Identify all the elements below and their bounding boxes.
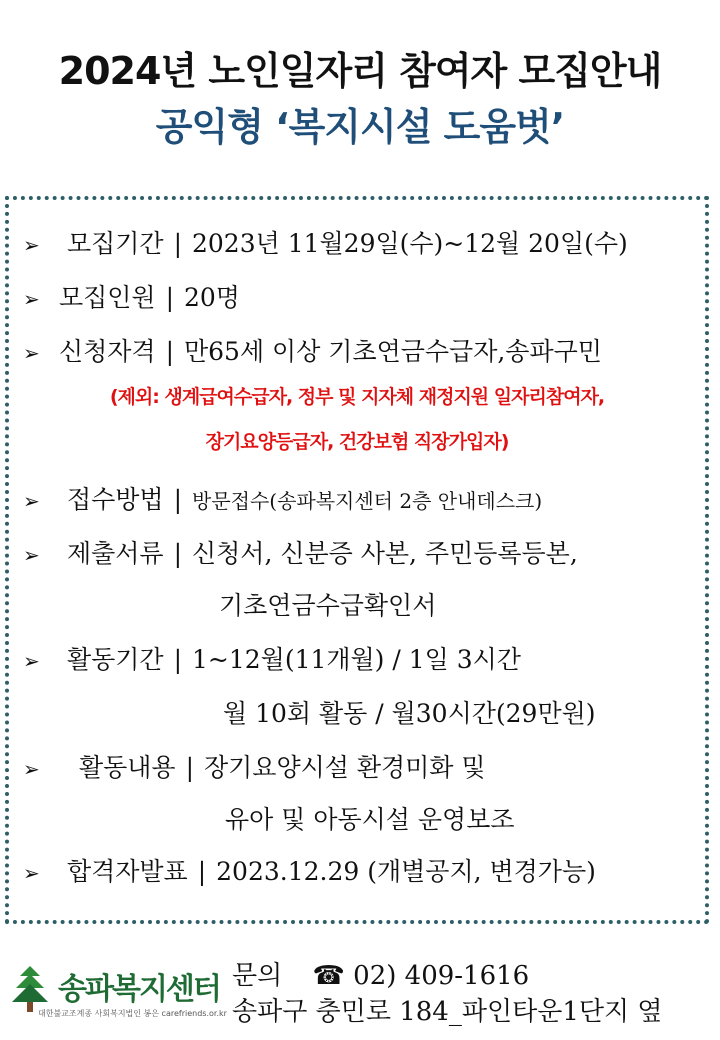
item-separator: | <box>173 485 182 514</box>
item-activity-period <box>9 640 521 676</box>
item-label: 활동내용 <box>78 753 176 782</box>
item-separator: | <box>173 539 182 568</box>
title-line-1: 2024년 노인일자리 참여자 모집안내 <box>58 49 662 93</box>
logo-text: 송파복지센터 <box>58 972 220 1007</box>
item-value: 1~12월(11개월) / 1일 3시간 <box>192 645 521 674</box>
item-value: 2023년 11월29일(수)~12월 20일(수) <box>192 229 628 258</box>
phone-number: 02) 409-1616 <box>353 961 530 991</box>
center-logo <box>8 962 230 1024</box>
exclusion-line-1: (제외: 생계급여수급자, 정부 및 지자체 재정지원 일자리참여자, <box>109 386 605 408</box>
arrow-bullet-icon: ➢ <box>23 543 40 567</box>
item-announcement <box>9 852 596 888</box>
item-value: 장기요양시설 환경미화 및 <box>204 753 486 782</box>
item-separator: | <box>197 857 207 886</box>
arrow-bullet-icon: ➢ <box>23 233 40 257</box>
logo-subtitle: 대한불교조계종 사회복지법인 봉은 carefriends.or.kr <box>38 1009 227 1018</box>
item-value: 만65세 이상 기초연금수급자,송파구민 <box>184 337 602 366</box>
item-value: 방문접수(송파복지센터 2층 안내데스크) <box>192 489 543 513</box>
item-eligibility <box>9 332 602 368</box>
item-label: 합격자발표 <box>66 857 188 886</box>
contact-line <box>232 955 529 992</box>
info-box <box>5 196 709 924</box>
item-separator: | <box>173 229 182 258</box>
item-label: 제출서류 <box>66 539 164 568</box>
arrow-bullet-icon: ➢ <box>23 649 40 673</box>
item-value: 20명 <box>184 283 240 312</box>
arrow-bullet-icon: ➢ <box>23 757 40 781</box>
item-value: 신청서, 신분증 사본, 주민등록등본, <box>192 539 578 568</box>
item-label: 모집기간 <box>66 229 164 258</box>
item-label: 신청자격 <box>58 337 156 366</box>
item-application-method <box>9 480 542 516</box>
address-line: 송파구 충민로 184_파인타운1단지 옆 <box>232 997 663 1027</box>
item-separator: | <box>165 337 174 366</box>
item-label: 활동기간 <box>66 645 164 674</box>
item-recruit-period <box>9 224 628 260</box>
arrow-bullet-icon: ➢ <box>23 489 40 513</box>
item-activity-content-continued: 유아 및 아동시설 운영보조 <box>225 805 515 834</box>
contact-label: 문의 <box>232 961 283 991</box>
title-line-2: 공익형 ‘복지시설 도움벗’ <box>155 105 565 149</box>
item-activity-period-continued: 월 10회 활동 / 월30시간(29만원) <box>223 699 596 728</box>
item-label: 접수방법 <box>66 485 164 514</box>
item-separator: | <box>165 283 174 312</box>
arrow-bullet-icon: ➢ <box>23 341 40 365</box>
arrow-bullet-icon: ➢ <box>23 861 40 885</box>
item-documents <box>9 534 578 570</box>
item-label: 모집인원 <box>58 283 156 312</box>
item-recruit-count <box>9 278 240 314</box>
exclusion-line-2: 장기요양등급자, 건강보험 직장가입자) <box>205 431 509 453</box>
item-documents-continued: 기초연금수급확인서 <box>219 591 437 620</box>
item-separator: | <box>185 753 194 782</box>
item-activity-content <box>9 748 486 784</box>
item-value: 2023.12.29 (개별공지, 변경가능) <box>216 857 596 886</box>
arrow-bullet-icon: ➢ <box>23 287 40 311</box>
tree-logo-icon <box>8 962 52 1014</box>
item-separator: | <box>173 645 182 674</box>
phone-icon: ☎ <box>312 961 345 991</box>
